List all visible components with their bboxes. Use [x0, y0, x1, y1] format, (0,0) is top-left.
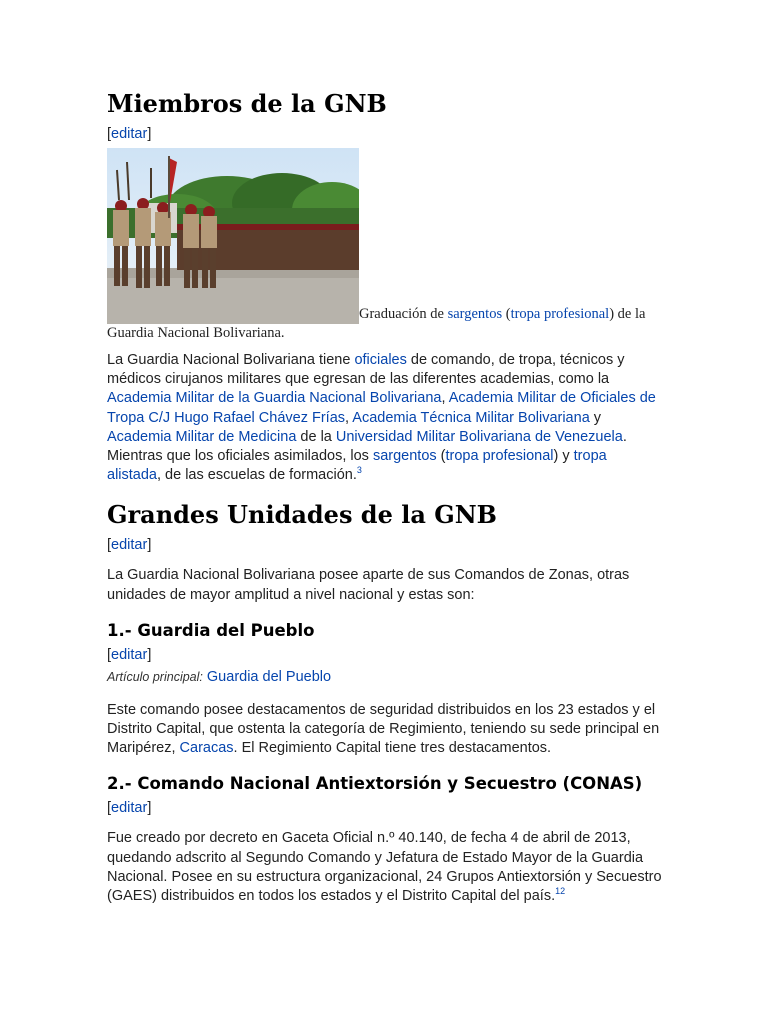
- link-academia-tropa[interactable]: Academia Militar de Oficiales de Tropa C/J Hugo Rafael Chávez Frías: [107, 390, 656, 426]
- section-heading-miembros: Miembros de la GNB: [107, 89, 387, 118]
- graduation-photo: [107, 148, 359, 324]
- paragraph-grandes-unidades: La Guardia Nacional Bolivariana posee aparte de sus Comandos de Zonas, otras unidades de mayor amplitud a nivel nacional y estas son:: [107, 567, 630, 603]
- text: . Mientras que los oficiales asimilados, los: [107, 428, 627, 465]
- text: de la: [296, 428, 336, 445]
- hatnote-label: Artículo principal:: [107, 669, 203, 684]
- edit-section-2: [editar]: [107, 537, 152, 554]
- link-oficiales[interactable]: oficiales: [354, 352, 407, 368]
- paragraph-guardia-pueblo: [107, 701, 663, 759]
- caption-text: ) de la Guardia Nacional Bolivariana.: [107, 306, 646, 341]
- caption-link-tropa-profesional[interactable]: tropa profesional: [510, 306, 610, 322]
- text: , de las escuelas de formación.: [156, 467, 357, 484]
- text: ,: [345, 409, 353, 426]
- link-academia-tecnica[interactable]: Academia Técnica Militar Bolivariana: [352, 409, 590, 426]
- text: . El Regimiento Capital tiene tres destacamentos.: [233, 740, 552, 757]
- section-heading-conas: 2.- Comando Nacional Antiextorsión y Secuestro (CONAS): [107, 774, 643, 794]
- text: La Guardia Nacional Bolivariana tiene: [107, 352, 355, 368]
- paragraph-miembros: [107, 351, 663, 485]
- text: ) y: [553, 448, 574, 465]
- reference-12[interactable]: 12: [555, 886, 566, 897]
- text: Fue creado por decreto en Gaceta Oficial n.º 40.140, de fecha 4 de abril de 2013, quedando adscrito al Segundo Comando y Jefatura de Estado Mayor de la Guardia Nacional. Posee en su estructura organizacional, 24 Grupos Antiextorsión y Secuestro (GAES) distribuidos en todos los estados y el Distrito Capital del país.: [107, 830, 662, 905]
- reference-3[interactable]: 3: [356, 465, 362, 476]
- link-tropa-alistada[interactable]: tropa alistada: [107, 448, 607, 484]
- edit-link-4[interactable]: editar: [111, 800, 148, 817]
- text: (: [436, 448, 446, 465]
- text: de comando, de tropa, técnicos y médicos cirujanos militares que egresan de las diferentes academias, como la: [107, 352, 625, 388]
- link-sargentos[interactable]: sargentos: [372, 448, 437, 465]
- paragraph-conas: [107, 829, 663, 906]
- caption-text: Graduación de: [359, 306, 448, 322]
- section-heading-guardia-pueblo: 1.- Guardia del Pueblo: [107, 620, 315, 640]
- edit-section-3: [editar]: [107, 646, 152, 663]
- link-universidad-militar[interactable]: Universidad Militar Bolivariana de Venezuela: [335, 428, 623, 445]
- caption-link-sargentos[interactable]: sargentos: [447, 306, 503, 322]
- edit-link-1[interactable]: editar: [111, 126, 148, 142]
- figure-graduation: [107, 148, 663, 343]
- text: y: [589, 409, 602, 426]
- hatnote-main-article: [107, 667, 663, 687]
- link-caracas[interactable]: Caracas: [179, 740, 234, 757]
- text: ,: [441, 390, 449, 407]
- section-heading-grandes-unidades: Grandes Unidades de la GNB: [107, 500, 497, 530]
- link-guardia-pueblo[interactable]: Guardia del Pueblo: [206, 668, 332, 685]
- edit-link-2[interactable]: editar: [111, 537, 148, 554]
- edit-link-3[interactable]: editar: [111, 646, 148, 663]
- caption-text: (: [502, 306, 511, 322]
- text: Este comando posee destacamentos de seguridad distribuidos en los 23 estados y el Distrito Capital, que ostenta la categoría de Regimiento, teniendo su sede principal en Maripérez,: [107, 701, 660, 757]
- edit-section-1: [editar]: [107, 126, 152, 142]
- edit-section-4: [editar]: [107, 800, 152, 817]
- link-academia-gnb[interactable]: Academia Militar de la Guardia Nacional Bolivariana: [107, 390, 442, 407]
- article-content: [107, 88, 663, 906]
- link-tropa-profesional[interactable]: tropa profesional: [445, 448, 554, 465]
- link-academia-medicina[interactable]: Academia Militar de Medicina: [107, 428, 297, 445]
